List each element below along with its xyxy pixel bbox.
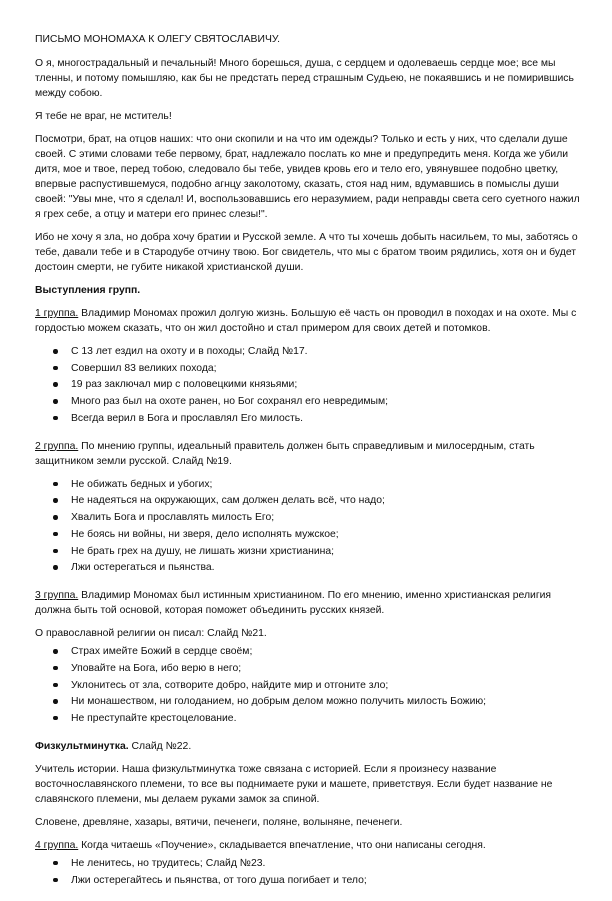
list-item: Не преступайте крестоцелование. [53,711,583,726]
paragraph-3: Посмотри, брат, на отцов наших: что они скопили и на что им одежды? Только и есть у них, что сделали душе своей. С этими словами тебе первому, брат, надлежало послать ко мне и предупредить меня. Когда же убили дитя, мое и твое, перед тобою, следовало бы тебе, увидев кровь его и тело его, увянувшее подобно цветку, впервые распустившемуся, подобно агнцу заколотому, сказать, стоя над ним, вдумавшись в помыслы души своей: "Увы мне, что я сделал! И, воспользовавшись его неразумием, ради неправды света сего суетного нажил я грех себе, а отцу и матери его принес слезы!". [35,134,580,220]
list-item: Не надеяться на окружающих, сам должен делать всё, что надо; [53,493,583,508]
document-title: ПИСЬМО МОНОМАХА К ОЛЕГУ СВЯТОСЛАВИЧУ. [35,34,280,45]
group-2-paragraph [35,439,583,469]
group-4-label: 4 группа. [35,839,79,851]
list-item: Хвалить Бога и прославлять милость Его; [53,510,583,525]
list-item: Много раз был на охоте ранен, но Бог сохранял его невредимым; [53,394,583,409]
physminute-slide: Слайд №22. [128,740,192,752]
list-item: Не брать грех на душу, не лишать жизни христианина; [53,544,583,559]
paragraph-4: Ибо не хочу я зла, но добра хочу братии и Русской земле. А что ты хочешь добыть насильем, то мы, заботясь о тебе, давали тебе и в Стародубе отчину твою. Бог свидетель, что мы с братом твоим рядились, хотя он и будет достоин смерти, не губите никакой христианской души. [35,232,578,273]
physminute-text: Учитель истории. Наша физкультминутка тоже связана с историей. Если я произнесу название восточнославянского племени, то все вы поднимаете руки и машете, приветствуя. Если будет название не славянского племени, мы делаем руками замок за спиной. [35,763,553,805]
list-item: Не ленитесь, но трудитесь; Слайд №23. [53,856,583,871]
list-item: Страх имейте Божий в сердце своём; [53,644,583,659]
paragraph-2: Я тебе не враг, не мститель! [35,111,172,122]
group-1-label: 1 группа. [35,308,79,319]
group-3-text: Владимир Мономах был истинным христианином. По его мнению, именно христианская религия должна быть той основой, которая поможет объединить русских князей. [35,590,552,617]
section-heading-groups: Выступления групп. [35,285,141,296]
list-item: Совершил 83 великих похода; [53,361,583,376]
list-item: Не боясь ни войны, ни зверя, дело исполнять мужское; [53,527,583,542]
group-2-text: По мнению группы, идеальный правитель должен быть справедливым и милосердным, стать защитником земли русской. Слайд №19. [35,440,535,467]
list-item: 19 раз заключал мир с половецкими князьями; [53,377,583,392]
list-item: Лжи остерегаться и пьянства. [53,560,583,575]
list-item: Уповайте на Бога, ибо верю в него; [53,661,583,676]
list-item: Уклонитесь от зла, сотворите добро, найдите мир и отгоните зло; [53,678,583,693]
physminute-heading-line [35,739,583,754]
list-item: Всегда верил в Бога и прославлял Его милость. [53,411,583,426]
group-3-label: 3 группа. [35,590,79,602]
list-item: Лжи остерегайтесь и пьянства, от того душа погибает и тело; [53,873,583,888]
group-3-paragraph [35,588,583,618]
group-4-paragraph [35,838,583,853]
group-1-paragraph [35,306,583,336]
group-1-text: Владимир Мономах прожил долгую жизнь. Большую её часть он проводил в походах и на охоте. Мы с гордостью можем сказать, что он жил достойно и стал примером для своих детей и потомков. [35,308,577,334]
physminute-tribes: Словене, древляне, хазары, вятичи, печенеги, поляне, волыняне, печенеги. [35,816,403,828]
group-3-intro: О православной религии он писал: Слайд №21. [35,628,267,640]
group-4-list [35,856,583,888]
document-page [35,32,583,901]
list-item: Ни монашеством, ни голоданием, но добрым делом можно получить милость Божию; [53,694,583,709]
physminute-heading: Физкультминутка. [35,740,129,752]
paragraph-1: О я, многострадальный и печальный! Много борешься, душа, с сердцем и одолеваешь сердце мое; все мы тленны, и потому помышляю, как бы не предстать перед страшным Судьею, не покаявшись и не помирившись между собою. [35,58,574,99]
group-2-label: 2 группа. [35,440,79,452]
list-item: С 13 лет ездил на охоту и в походы; Слайд №17. [53,344,583,359]
group-3-list [35,644,583,726]
group-1-list [35,344,583,426]
list-item: Не обижать бедных и убогих; [53,477,583,492]
group-4-text: Когда читаешь «Поучение», складывается впечатление, что они написаны сегодня. [78,839,486,851]
group-2-list [35,477,583,575]
